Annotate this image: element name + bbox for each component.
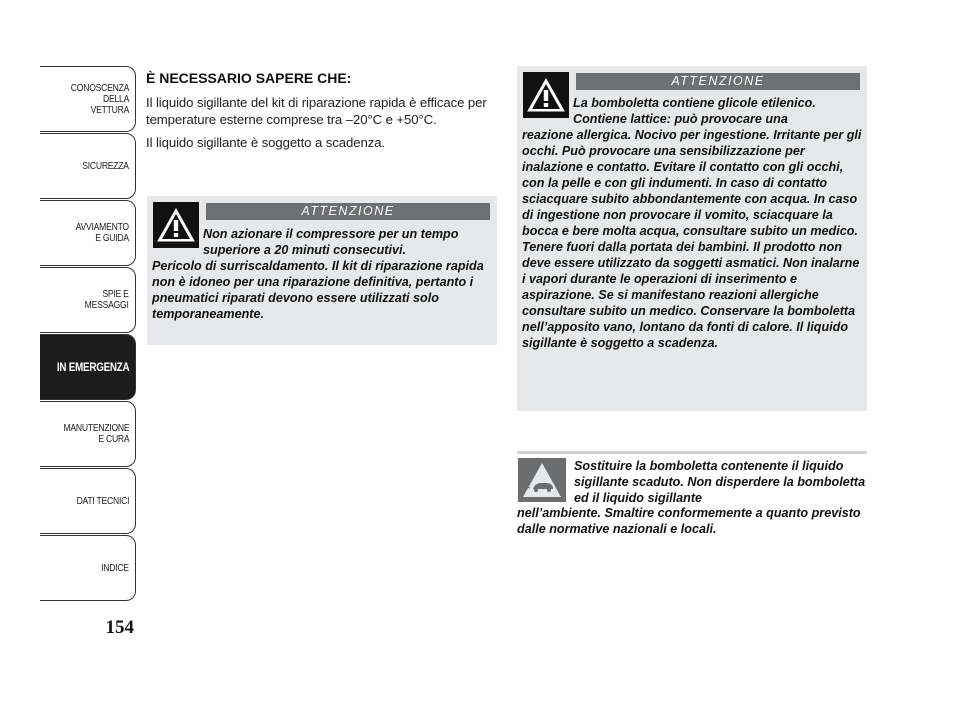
environment-text-first: Sostituire la bomboletta contenente il liquido sigillante scaduto. Non disperdere la bomboletta ed il liquido sigillante <box>574 459 866 505</box>
paragraph-temperature: Il liquido sigillante del kit di riparazione rapida è efficace per temperature esterne comprese tra –20°C e +50°C. <box>146 95 487 127</box>
warning-text-first: La bomboletta contiene glicole etilenico. Contiene lattice: può provocare una <box>573 96 816 126</box>
tab-label: IN EMERGENZA <box>56 359 129 374</box>
tab-manutenzione-e-cura[interactable] <box>40 401 136 467</box>
warning-text-rest: Pericolo di surriscaldamento. Il kit di riparazione rapida non è idoneo per una riparazione definitiva, pertanto i pneumatici riparati devono essere utilizzati solo temporaneamente. <box>152 259 484 321</box>
tab-conoscenza-della-vettura[interactable] <box>40 66 136 132</box>
tab-indice[interactable] <box>40 535 136 601</box>
tab-label: AVVIAMENTO E GUIDA <box>75 221 129 244</box>
chapter-sidebar <box>40 66 136 602</box>
tab-sicurezza[interactable] <box>40 133 136 199</box>
warning-text-rest: reazione allergica. Nocivo per ingestione. Irritante per gli occhi. Può provocare una sensibilizzazione per inalazione e contatto. Evitare il contatto con gli occhi, con la pelle e con gli indumenti. In caso di contatto sciacquare subito abbondantemente con acqua. In caso di ingestione non provocare il vomito, sciacquare la bocca e bere molta acqua, consultare subito un medico. Tenere fuori dalla portata dei bambini. Il prodotto non deve essere utilizzato da soggetti asmatici. Non inalarne i vapori durante le operazioni di inserimento e aspirazione. Se si manifestano reazioni allergiche consultare subito un medico. Conservare la bomboletta nell’apposito vano, lontano da fonti di calore. Il liquido sigillante è soggetto a scadenza. <box>522 128 862 350</box>
section-heading: È NECESSARIO SAPERE CHE: <box>146 70 352 86</box>
warning-box-compressor <box>147 196 497 345</box>
paragraph-expiry: Il liquido sigillante è soggetto a scadenza. <box>146 135 385 150</box>
tab-spie-e-messaggi[interactable] <box>40 267 136 333</box>
attenzione-banner: ATTENZIONE <box>206 203 490 220</box>
environment-text-rest: nell’ambiente. Smaltire conformemente a quanto previsto dalle normative nazionali e locali. <box>517 506 861 537</box>
warning-box-sealant <box>517 66 867 411</box>
tab-label: DATI TECNICI <box>76 494 129 507</box>
tab-label: MANUTENZIONE E CURA <box>63 422 129 445</box>
tab-label: CONOSCENZA DELLA VETTURA <box>70 81 129 116</box>
warning-text-first: Non azionare il compressore per un tempo superiore a 20 minuti consecutivi. <box>203 227 459 257</box>
warning-triangle-icon <box>153 202 199 248</box>
environment-note <box>517 459 869 538</box>
tab-label: SPIE E MESSAGGI <box>85 288 129 311</box>
warning-triangle-icon <box>523 72 569 118</box>
tab-avviamento-e-guida[interactable] <box>40 200 136 266</box>
tab-dati-tecnici[interactable] <box>40 468 136 534</box>
page-number: 154 <box>105 617 134 638</box>
attenzione-banner: ATTENZIONE <box>576 73 860 90</box>
tab-in-emergenza[interactable] <box>40 334 136 400</box>
tab-label: INDICE <box>101 561 129 574</box>
tab-label: SICUREZZA <box>82 159 129 172</box>
divider <box>517 451 867 454</box>
